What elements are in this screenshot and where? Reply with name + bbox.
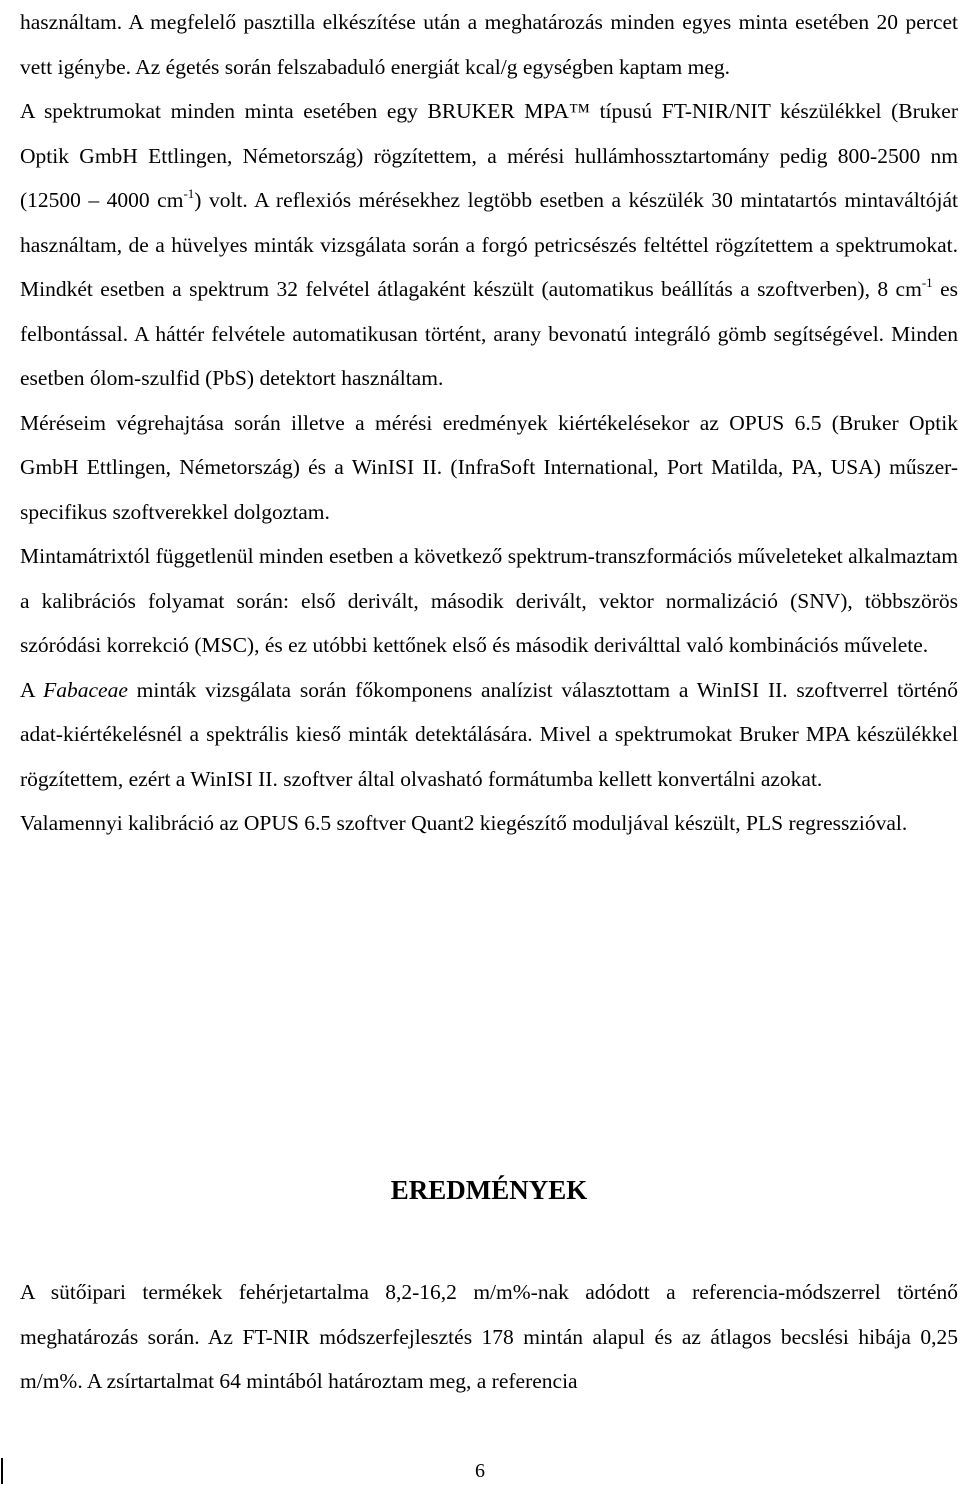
document-page (20, 0, 959, 1393)
paragraph-fabaceae-prefix: A (20, 677, 44, 702)
paragraph-calibration: Valamennyi kalibráció az OPUS 6.5 szoftver Quant2 kiegészítő moduljával készült, PLS regresszióval. (20, 811, 908, 835)
species-name-italic: Fabaceae (43, 677, 128, 702)
paragraph-fabaceae-rest: minták vizsgálata során főkomponens analízist választottam a WinISI II. szoftverrel történő adat-kiértékelésnél a spektrális kieső minták detektálására. Mivel a spektrumokat Bruker MPA készülékkel rögzítettem, ezért a WinISI II. szoftver által olvasható formátumba kellett konvertálni azokat. (20, 677, 958, 791)
results-section (20, 1270, 958, 1404)
paragraph-spectra-recording (20, 89, 958, 401)
paragraph-results-protein: A sütőipari termékek fehérjetartalma 8,2-16,2 m/m%-nak adódott a referencia-módszerrel történő meghatározás során. Az FT-NIR módszerfejlesztés 178 mintán alapul és az átlagos becslési hibája 0,25 m/m%. A zsírtartalmat 64 mintából határoztam meg, a referencia (20, 1280, 958, 1393)
page-number: 6 (475, 1460, 485, 1482)
paragraph-software: Méréseim végrehajtása során illetve a mérési eredmények kiértékelésekor az OPUS 6.5 (Bruker Optik GmbH Ettlingen, Németország) és a WinISI II. (InfraSoft International, Port Matilda, PA, USA) műszer-specifikus szoftverekkel dolgoztam. (20, 410, 958, 524)
section-heading-results: EREDMÉNYEK (390, 1175, 588, 1205)
paragraph-spectra-text-2: ) volt. A reflexiós mérésekhez legtöbb esetben a készülék 30 mintatartós mintaváltóját használtam, de a hüvelyes minták vizsgálata során a forgó petricsészés feltéttel rögzítettem a spektrumokat. Mindkét esetben a spektrum 32 felvétel átlagaként készült (automatikus beállítás a szoftverben), 8 cm (20, 188, 958, 301)
superscript-unit-1: -1 (183, 186, 195, 201)
paragraph-fabaceae (20, 668, 958, 802)
paragraph-spectra-text-1: A spektrumokat minden minta esetében egy BRUKER MPA™ típusú FT-NIR/NIT készülékkel (Bruker Optik GmbH Ettlingen, Németország) rögzítettem, a mérési hullámhossztartomány pedig 800-2500 nm (12500 – 4000 cm (20, 99, 958, 212)
paragraph-combustion: használtam. A megfelelő pasztilla elkészítése után a meghatározás minden egyes minta esetében 20 percet vett igénybe. Az égetés során felszabaduló energiát kcal/g egységben kaptam meg. (20, 10, 958, 79)
paragraph-spectra-text-3: es felbontással. A háttér felvétele automatikusan történt, arany bevonatú integráló gömb segítségével. Minden esetben ólom-szulfid (PbS) detektort használtam. (20, 277, 959, 390)
paragraph-transformations: Mintamátrixtól függetlenül minden esetben a következő spektrum-transzformációs műveleteket alkalmaztam a kalibrációs folyamat során: első derivált, második derivált, vektor normalizáció (SNV), többszörös szóródási korrekció (MSC), és ez utóbbi kettőnek első és második deriválttal való kombinációs művelete. (20, 544, 958, 657)
superscript-unit-2: -1 (921, 275, 933, 290)
